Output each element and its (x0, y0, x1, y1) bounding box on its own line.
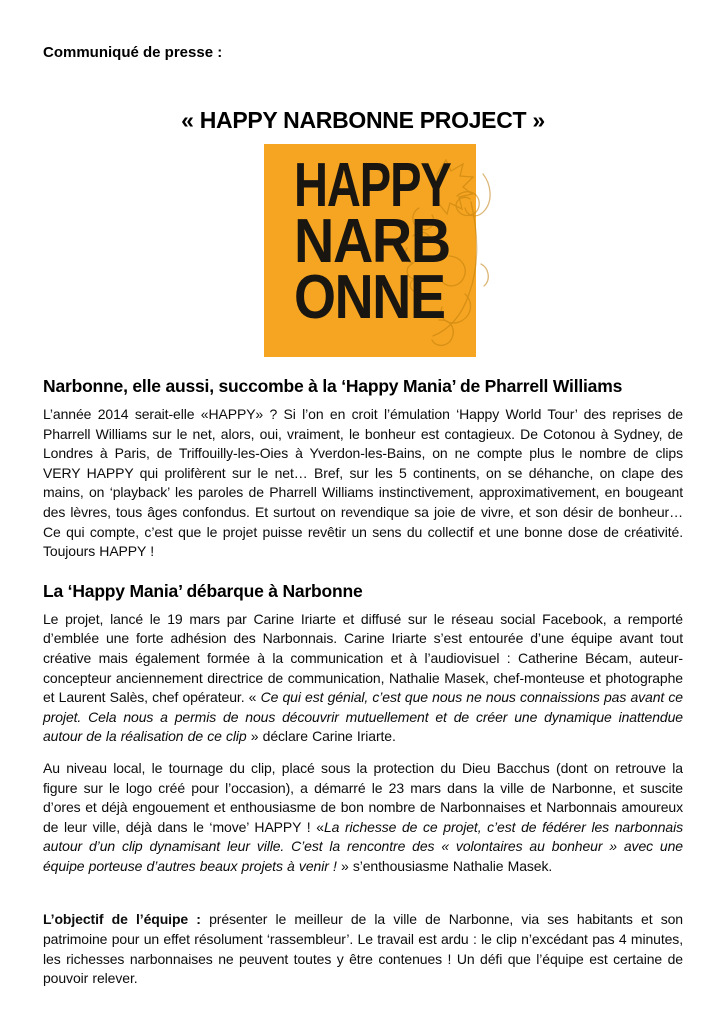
paragraph-intro (43, 405, 683, 562)
paragraph-niveau-local (43, 759, 683, 877)
logo-line-1: HAPPY (294, 151, 451, 220)
text-run: L’année 2014 serait-elle «HAPPY» ? Si l’on en croit l’émulation ‘Happy World Tour’ des reprises de Pharrell Williams sur le net, alors, oui, vraiment, le bonheur est contagieux. De Cotonou à Sydney, de Londres à Paris, de Triffouilly-les-Oies à Yverdon-les-Bains, on ne compte plus le nombre de clips VERY HAPPY qui prolifèrent sur le net… Bref, sur les 5 continents, on se déhanche, on clape des mains, on ‘playback’ les paroles de Pharrell Williams instinctivement, approximativement, en bougeant des lèvres, tous âges confondus. Et surtout on revendique sa joie de vivre, et son désir de bonheur… Ce qui compte, c’est que le projet puisse revêtir un sens du collectif et une bonne dose de créativité. Toujours HAPPY ! (43, 406, 683, 560)
page-title: « HAPPY NARBONNE PROJECT » (181, 107, 545, 133)
press-release-label: Communiqué de presse : (43, 44, 223, 61)
section-heading-debarque-narbonne: La ‘Happy Mania’ débarque à Narbonne (43, 580, 363, 601)
paragraph-objectif (43, 910, 683, 988)
logo-line-3: ONNE (294, 263, 445, 332)
happy-narbonne-logo (264, 144, 476, 357)
section-heading-happy-mania-pharrell: Narbonne, elle aussi, succombe à la ‘Happy Mania’ de Pharrell Williams (43, 376, 623, 396)
text-run: Au niveau local, le tournage du clip, placé sous la protection du Dieu Bacchus (dont on retrouve la figure sur le logo créé pour l’occasion), a démarré le 23 mars dans la ville de Narbonne, et suscite d’ores et déjà engouement et enthousiasme de bon nombre de Narbonnaises et Narbonnais amoureux de leur ville, déjà dans le ‘move’ HAPPY ! « (43, 759, 683, 835)
logo-container (43, 144, 683, 357)
logo-wordmark (294, 151, 500, 332)
text-run: » déclare Carine Iriarte. (246, 728, 396, 745)
lead-run: L’objectif de l’équipe : (43, 911, 210, 928)
paragraph-projet-lance (43, 610, 683, 747)
logo-line-2: NARB (294, 207, 450, 276)
quote-run: Ce qui est génial, c’est que nous ne nous connaissions pas avant ce projet. Cela nous a permis de nous découvrir mutuellement et de créer une dynamique inattendue autour de la réalisation de ce clip (43, 689, 683, 745)
text-run: » s’enthousiasme Nathalie Masek. (340, 857, 553, 874)
text-run: Le projet, lancé le 19 mars par Carine Iriarte et diffusé sur le réseau social Facebook, a remporté d’emblée une forte adhésion des Narbonnais. Carine Iriarte s’est entourée d’une équipe avant tout créative mais également formée à la communication et à l’audiovisuel : Catherine Bécam, auteur-concepteur anciennement directrice de communication, Nathalie Masek, chef-monteuse et photographe et Laurent Salès, chef opérateur. « (43, 610, 683, 706)
quote-run: La richesse de ce projet, c’est de fédérer les narbonnais autour d’un clip dynamisant leur ville. C’est la rencontre des « volontaires au bonheur » avec une équipe porteuse d’autres beaux projets à venir ! (43, 818, 683, 874)
text-run: présenter le meilleur de la ville de Narbonne, via ses habitants et son patrimoine pour un effet résolument ‘rassembleur’. Le travail est ardu : le clip n’excédant pas 4 minutes, les richesses narbonnaises ne peuvent toutes y être contenues ! Un défi que l’équipe est certaine de pouvoir relever. (43, 911, 683, 987)
